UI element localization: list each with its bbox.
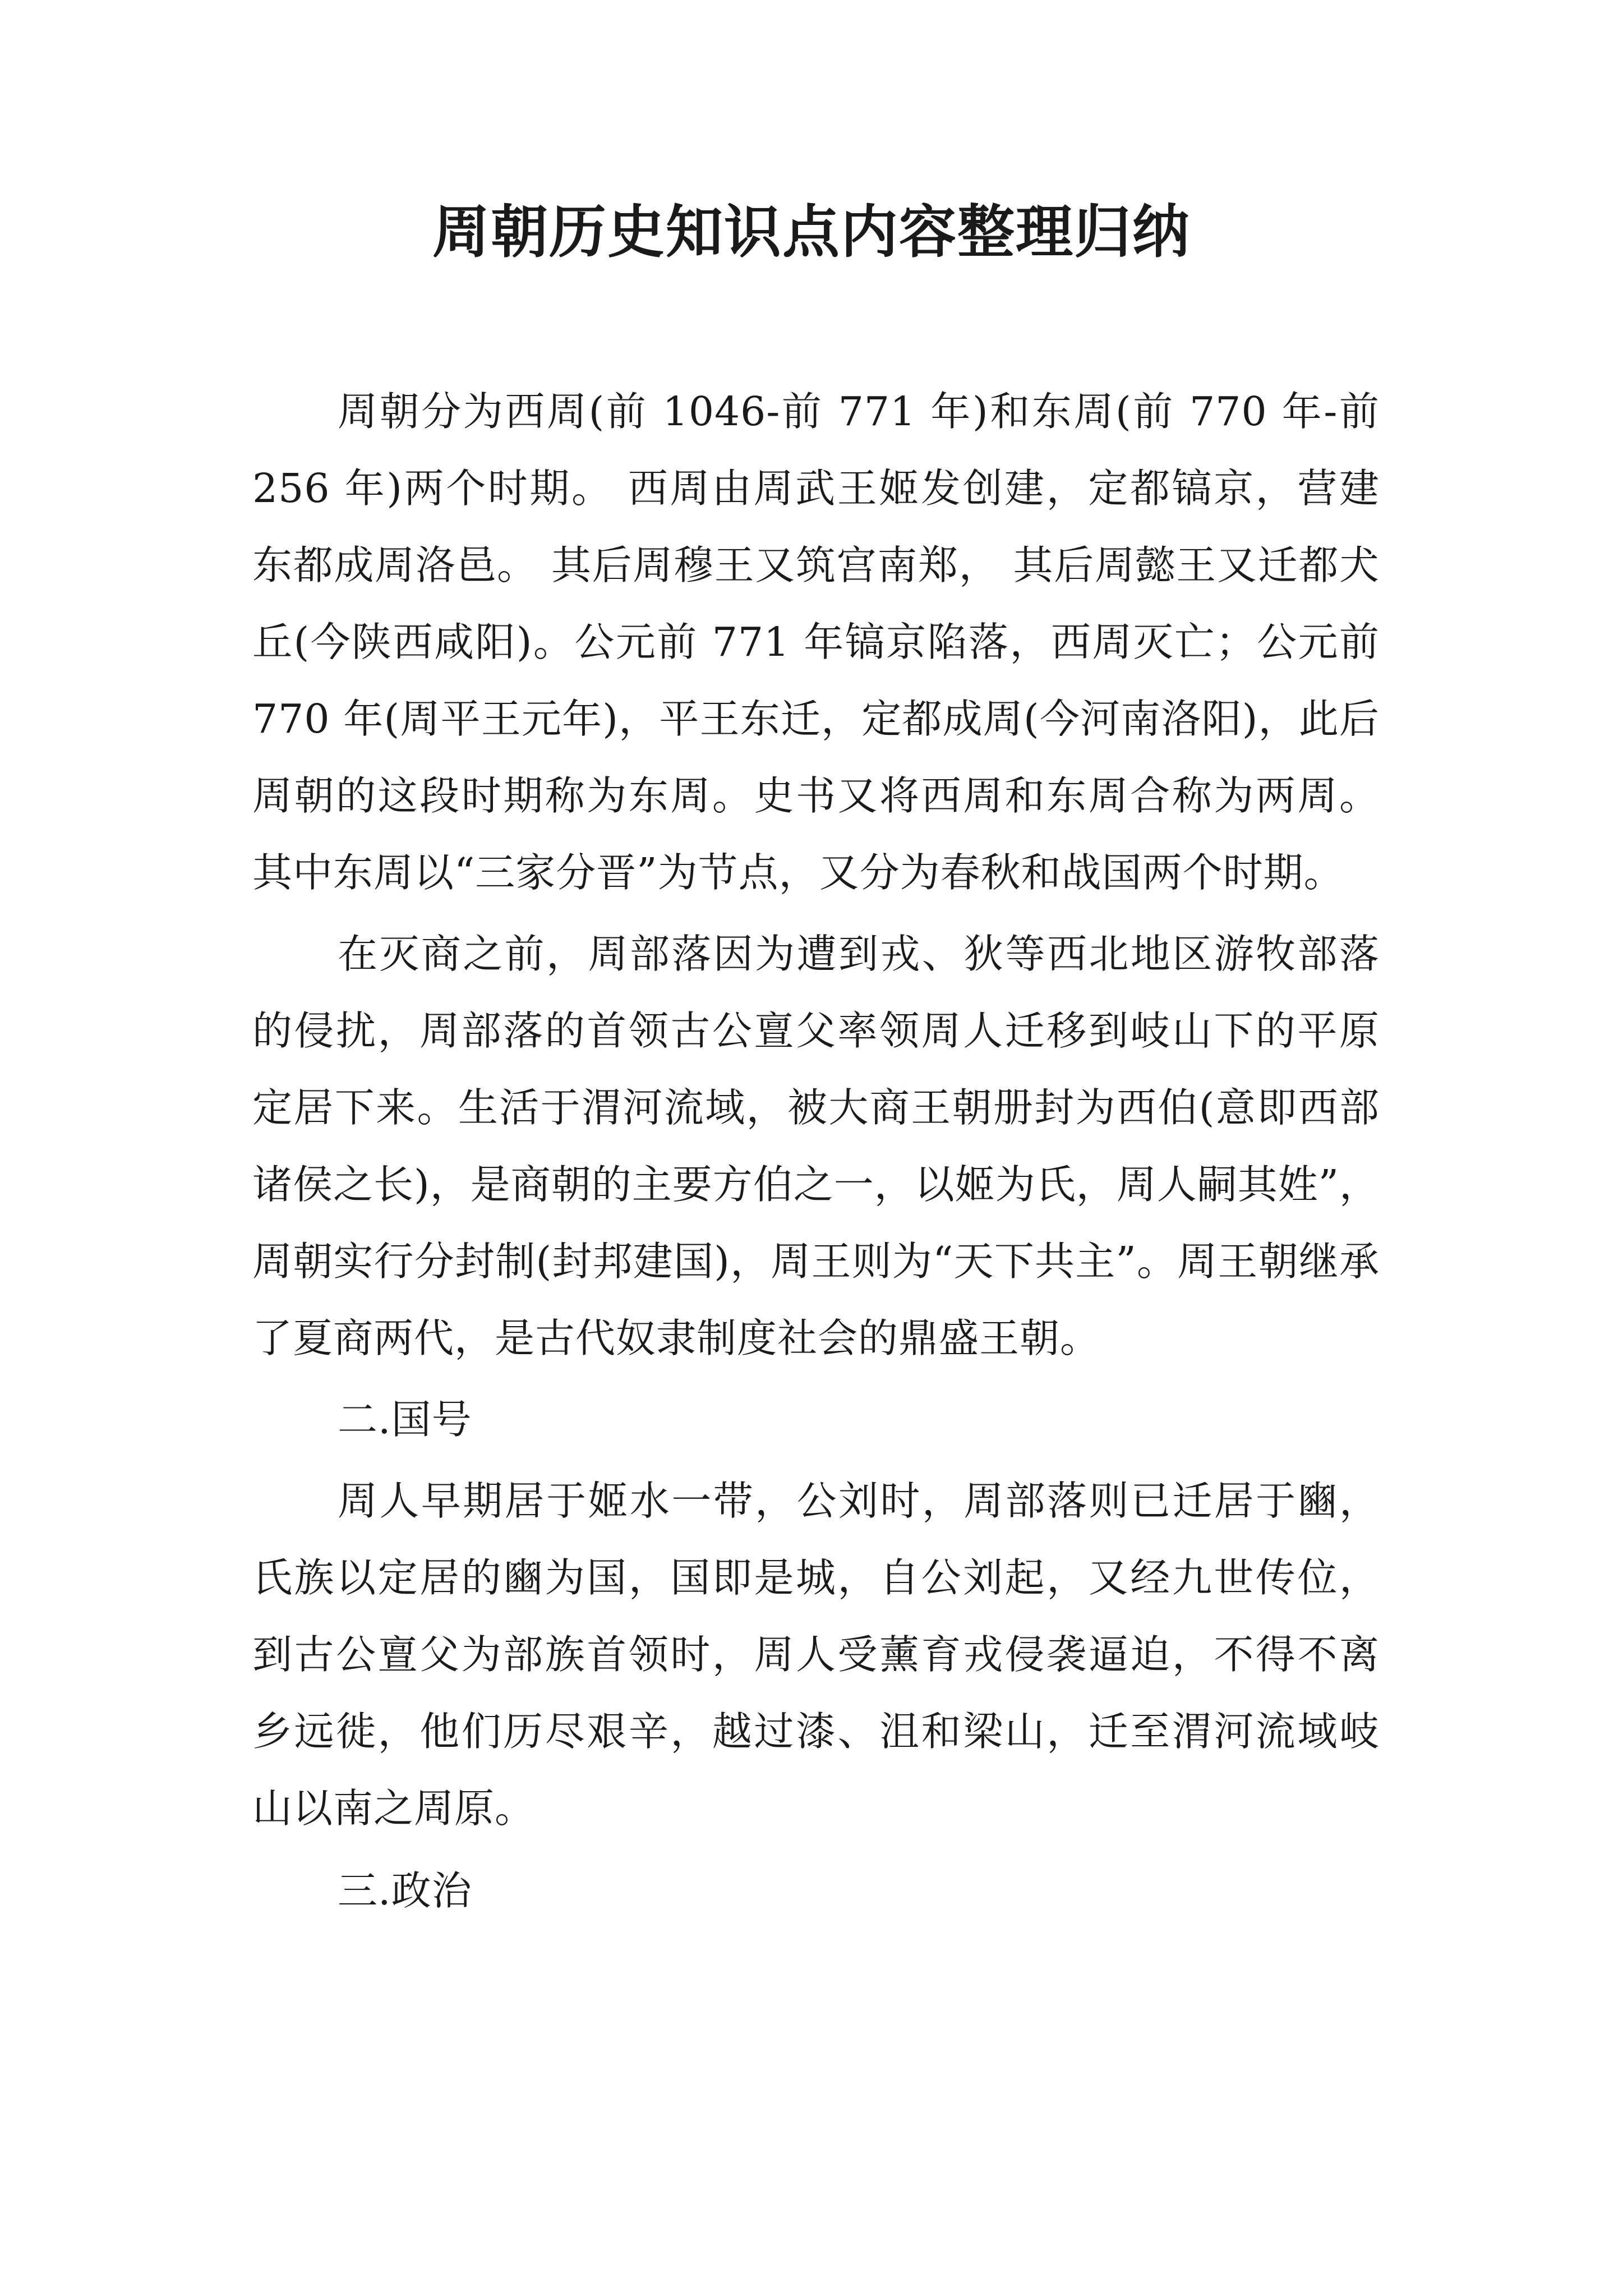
document-title: 周朝历史知识点内容整理归纳 [432, 199, 1191, 266]
section-heading-guohao: 二.国号 [338, 1396, 472, 1443]
paragraph-intro: 周朝分为西周(前 1046-前 771 年)和东周(前 770 年-前 256 年)两个时期。 西周由周武王姬发创建，定都镐京，营建东都成周洛邑。 其后周穆王又筑宫南郑， 其后周懿王又迁都犬丘(今陕西咸阳)。公元前 771 年镐京陷落，西周灭亡；公元前 770 年(周平王元年)，平王东迁，定都成周(今河南洛阳)，此后周朝的这段时期称为东周。史书又将西周和东周合称为两周。其中东周以“三家分晋”为节点，又分为春秋和战国两个时期。 [252, 388, 1380, 896]
document-body [252, 373, 1380, 1929]
paragraph-origin: 在灭商之前，周部落因为遭到戎、狄等西北地区游牧部落的侵扰，周部落的首领古公亶父率领周人迁移到岐山下的平原定居下来。生活于渭河流域，被大商王朝册封为西伯(意即西部诸侯之长)，是商朝的主要方伯之一，以姬为氏，周人嗣其姓”，周朝实行分封制(封邦建国)，周王则为“天下共主”。周王朝继承了夏商两代，是古代奴隶制度社会的鼎盛王朝。 [252, 931, 1380, 1361]
paragraph-guohao: 周人早期居于姬水一带，公刘时，周部落则已迁居于豳，氏族以定居的豳为国，国即是城，自公刘起，又经九世传位，到古公亶父为部族首领时，周人受薰育戎侵袭逼迫，不得不离乡远徙，他们历尽艰辛，越过漆、沮和梁山，迁至渭河流域岐山以南之周原。 [252, 1478, 1380, 1832]
section-heading-zhengzhi: 三.政治 [338, 1867, 472, 1914]
